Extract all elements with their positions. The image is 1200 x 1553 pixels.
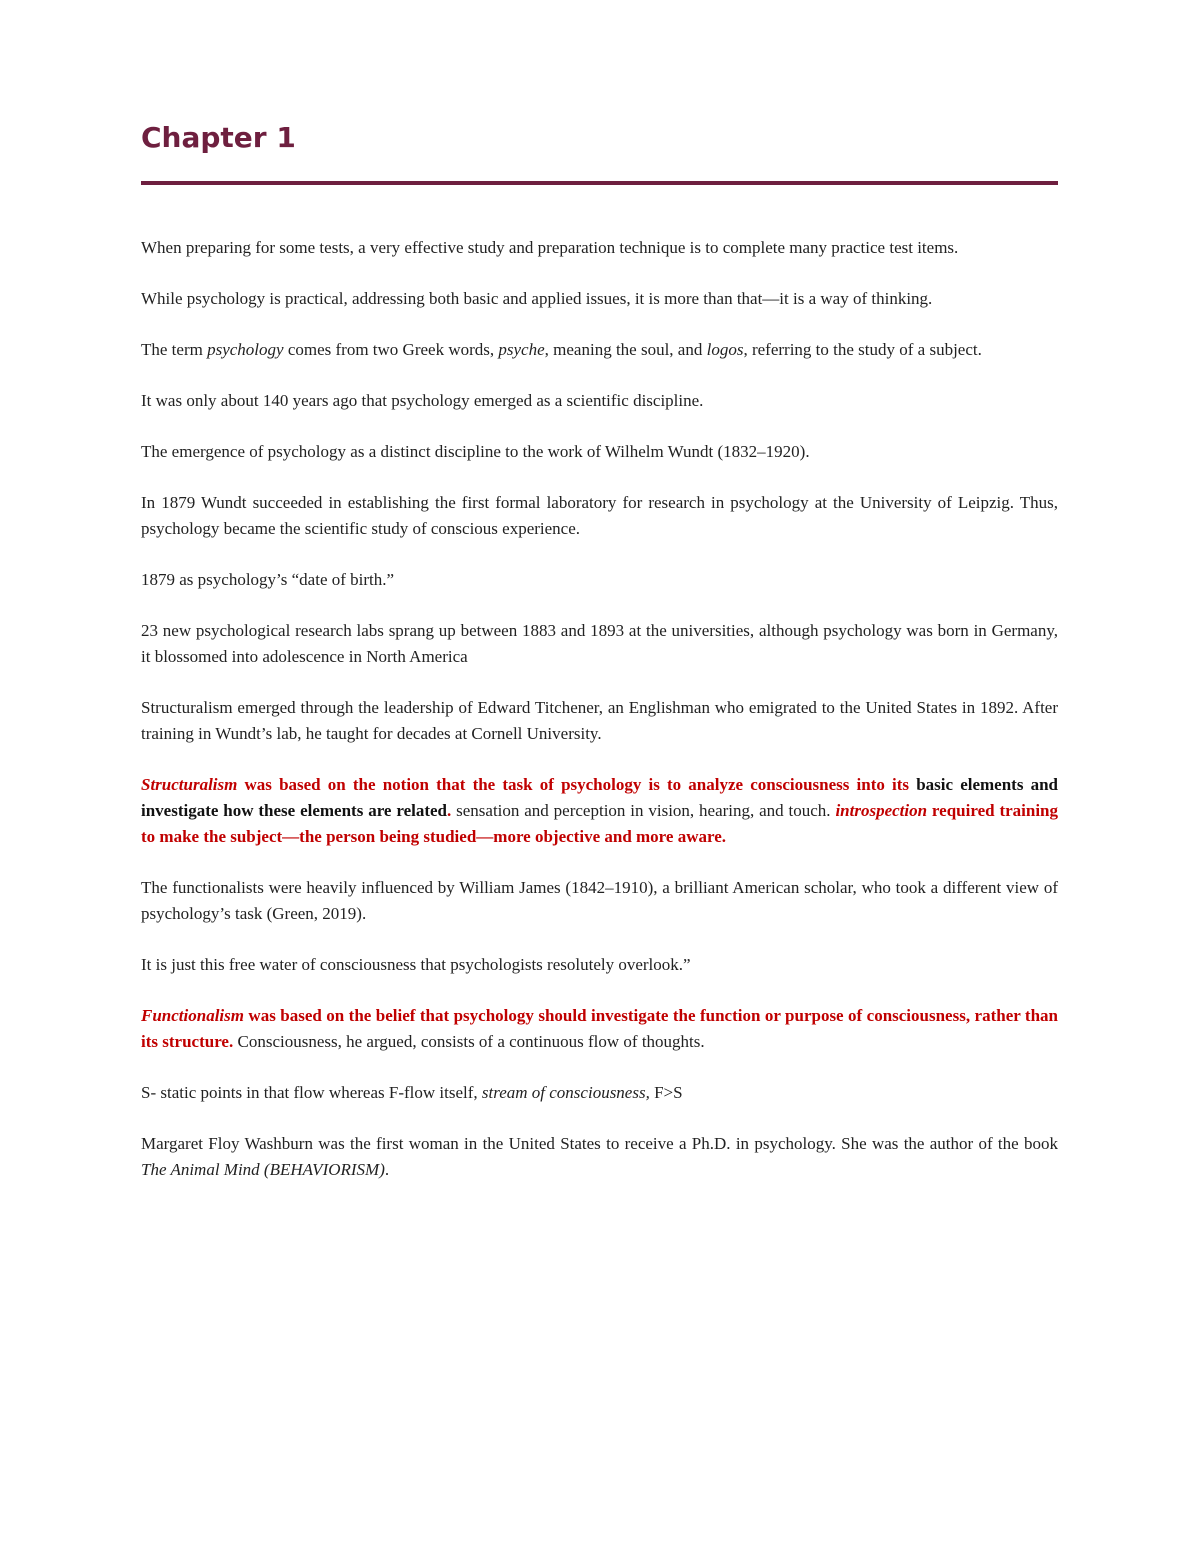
paragraph-functionalists: The functionalists were heavily influenced by William James (1842–1910), a brilliant American scholar, who took a different view of psychology’s task (Green, 2019).: [141, 878, 1058, 923]
paragraph-titchener: Structuralism emerged through the leadership of Edward Titchener, an Englishman who emigrated to the United States in 1892. After training in Wundt’s lab, he taught for decades at Cornell University.: [141, 698, 1058, 743]
paragraph-new-labs: 23 new psychological research labs sprang up between 1883 and 1893 at the universities, although psychology was born in Germany, it blossomed into adolescence in North America: [141, 621, 1058, 666]
paragraph-free-water: It is just this free water of consciousness that psychologists resolutely overlook.”: [141, 955, 691, 974]
paragraph-washburn: Margaret Floy Washburn was the first woman in the United States to receive a Ph.D. in psychology. She was the author of the book The Animal Mind (BEHAVIORISM).: [141, 1134, 1058, 1179]
paragraph-wundt: The emergence of psychology as a distinct discipline to the work of Wilhelm Wundt (1832–1920).: [141, 442, 810, 461]
paragraph-study-technique: When preparing for some tests, a very effective study and preparation technique is to complete many practice test items.: [141, 238, 959, 257]
paragraph-stream-of-consciousness: S- static points in that flow whereas F-flow itself, stream of consciousness, F>S: [141, 1083, 683, 1102]
chapter-title: Chapter 1: [141, 121, 296, 154]
document-body: [141, 235, 1058, 1208]
paragraph-way-of-thinking: While psychology is practical, addressing both basic and applied issues, it is more than that—it is a way of thinking.: [141, 289, 933, 308]
term-structuralism: Structuralism: [141, 775, 238, 794]
paragraph-emergence-time: It was only about 140 years ago that psychology emerged as a scientific discipline.: [141, 391, 704, 410]
title-underline-rule: [141, 181, 1058, 185]
paragraph-functionalism-definition: Functionalism was based on the belief that psychology should investigate the function or purpose of consciousness, rather than its structure. Consciousness, he argued, consists of a continuous flow of thoughts.: [141, 1006, 1058, 1051]
term-introspection: introspection: [835, 801, 928, 820]
paragraph-structuralism-definition: Structuralism was based on the notion that the task of psychology is to analyze consciousness into its basic elements and investigate how these elements are related. sensation and perception in vision, hearing, and touch. introspection required training to make the subject—the person being studied—more objective and more aware.: [141, 775, 1059, 846]
paragraph-date-of-birth: 1879 as psychology’s “date of birth.”: [141, 570, 395, 589]
paragraph-term-origin: The term psychology comes from two Greek words, psyche, meaning the soul, and logos, referring to the study of a subject.: [141, 340, 982, 359]
term-functionalism: Functionalism: [141, 1006, 244, 1025]
paragraph-leipzig-lab: In 1879 Wundt succeeded in establishing the first formal laboratory for research in psychology at the University of Leipzig. Thus, psychology became the scientific study of conscious experience.: [141, 493, 1058, 538]
